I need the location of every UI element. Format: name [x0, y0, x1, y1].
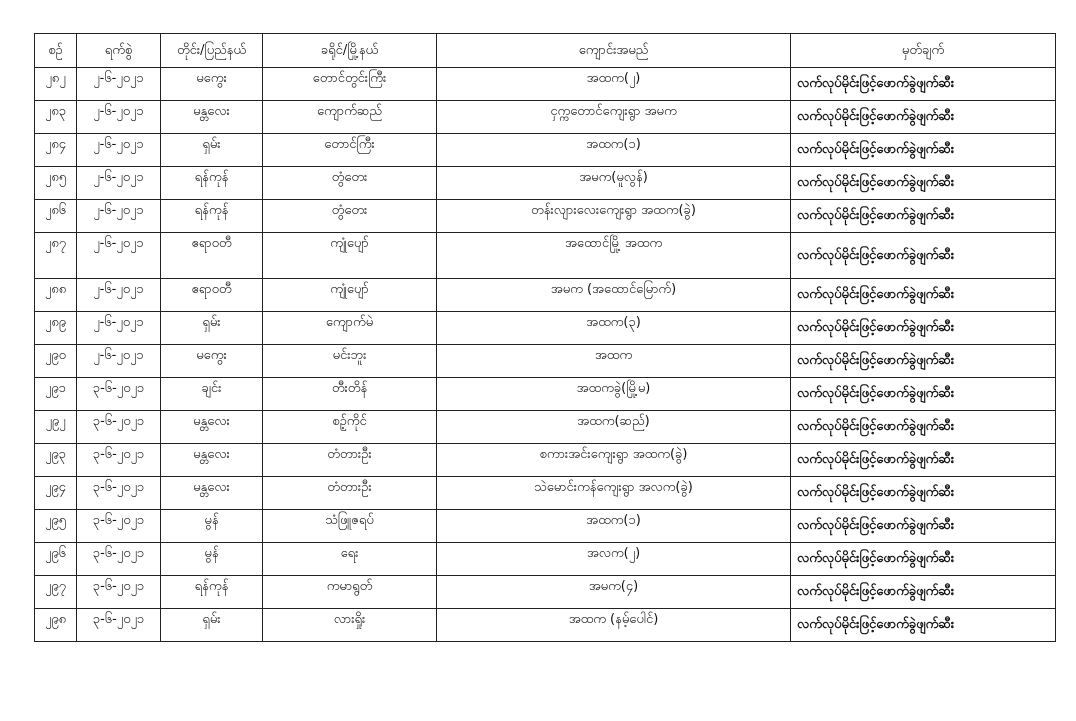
cell-region: ရန်ကုန် [161, 200, 263, 233]
table-row [35, 345, 1056, 378]
cell-no: ၂၉၆ [35, 543, 77, 576]
col-header-no: စဉ် [35, 34, 77, 68]
cell-region: ရန်ကုန် [161, 576, 263, 609]
cell-date: ၃-၆-၂၀၂၁ [77, 444, 161, 477]
cell-no: ၂၈၂ [35, 68, 77, 101]
table-row [35, 134, 1056, 167]
cell-school: အမက (အထောင်မြောက်) [437, 279, 791, 312]
col-header-remark: မှတ်ချက် [791, 34, 1056, 68]
col-header-date: ရက်စွဲ [77, 34, 161, 68]
cell-township: တီးတိန် [263, 378, 437, 411]
table-row [35, 167, 1056, 200]
cell-no: ၂၈၆ [35, 200, 77, 233]
cell-no: ၂၉၈ [35, 609, 77, 642]
col-header-region: တိုင်း/ပြည်နယ် [161, 34, 263, 68]
cell-remark: လက်လုပ်မိုင်းဖြင့်ဖောက်ခွဲဖျက်ဆီး [791, 279, 1056, 312]
cell-remark: လက်လုပ်မိုင်းဖြင့်ဖောက်ခွဲဖျက်ဆီး [791, 233, 1056, 279]
cell-no: ၂၉၀ [35, 345, 77, 378]
cell-region: မန္တလေး [161, 444, 263, 477]
cell-no: ၂၈၃ [35, 101, 77, 134]
table-row [35, 510, 1056, 543]
table-row [35, 543, 1056, 576]
table-row [35, 609, 1056, 642]
cell-no: ၂၉၇ [35, 576, 77, 609]
col-header-school: ကျောင်းအမည် [437, 34, 791, 68]
cell-school: အထောင်မြို့ အထက [437, 233, 791, 279]
cell-remark: လက်လုပ်မိုင်းဖြင့်ဖောက်ခွဲဖျက်ဆီး [791, 510, 1056, 543]
cell-date: ၃-၆-၂၀၂၁ [77, 378, 161, 411]
cell-date: ၂-၆-၂၀၂၁ [77, 101, 161, 134]
cell-township: တွံတေး [263, 167, 437, 200]
cell-township: ကျုံပျော် [263, 233, 437, 279]
table-row [35, 279, 1056, 312]
cell-region: မွန် [161, 510, 263, 543]
cell-remark: လက်လုပ်မိုင်းဖြင့်ဖောက်ခွဲဖျက်ဆီး [791, 444, 1056, 477]
table-row [35, 312, 1056, 345]
cell-date: ၂-၆-၂၀၂၁ [77, 279, 161, 312]
cell-region: မကွေး [161, 68, 263, 101]
cell-date: ၃-၆-၂၀၂၁ [77, 576, 161, 609]
cell-school: အထက(ဆည်) [437, 411, 791, 444]
cell-date: ၃-၆-၂၀၂၁ [77, 609, 161, 642]
cell-school: ငှက္ကတောင်ကျေးရွာ အမက [437, 101, 791, 134]
cell-township: ကျောက်ဆည် [263, 101, 437, 134]
incident-table [34, 33, 1056, 642]
cell-region: ရန်ကုန် [161, 167, 263, 200]
cell-township: ရေး [263, 543, 437, 576]
cell-township: ကျောက်မဲ [263, 312, 437, 345]
header-row [35, 34, 1056, 68]
cell-township: စဉ့်ကိုင် [263, 411, 437, 444]
cell-no: ၂၉၄ [35, 477, 77, 510]
cell-township: ကျုံပျော် [263, 279, 437, 312]
cell-region: မွန် [161, 543, 263, 576]
cell-no: ၂၉၁ [35, 378, 77, 411]
cell-school: အမက(မူလွန်) [437, 167, 791, 200]
table-row [35, 576, 1056, 609]
cell-no: ၂၉၃ [35, 444, 77, 477]
cell-region: ရှမ်း [161, 312, 263, 345]
col-header-township: ခရိုင်/မြို့နယ် [263, 34, 437, 68]
cell-township: ကမာရွတ် [263, 576, 437, 609]
cell-date: ၂-၆-၂၀၂၁ [77, 312, 161, 345]
cell-township: တောင်တွင်းကြီး [263, 68, 437, 101]
cell-school: အထက [437, 345, 791, 378]
table-row [35, 378, 1056, 411]
cell-region: မန္တလေး [161, 101, 263, 134]
cell-no: ၂၈၄ [35, 134, 77, 167]
cell-no: ၂၈၉ [35, 312, 77, 345]
cell-remark: လက်လုပ်မိုင်းဖြင့်ဖောက်ခွဲဖျက်ဆီး [791, 411, 1056, 444]
table-row [35, 68, 1056, 101]
cell-township: သံဖြူဇရပ် [263, 510, 437, 543]
cell-remark: လက်လုပ်မိုင်းဖြင့်ဖောက်ခွဲဖျက်ဆီး [791, 345, 1056, 378]
cell-township: တွံတေး [263, 200, 437, 233]
cell-school: သဲမောင်းကန်ကျေးရွာ အလက(ခွဲ) [437, 477, 791, 510]
cell-remark: လက်လုပ်မိုင်းဖြင့်ဖောက်ခွဲဖျက်ဆီး [791, 378, 1056, 411]
cell-date: ၃-၆-၂၀၂၁ [77, 543, 161, 576]
cell-remark: လက်လုပ်မိုင်းဖြင့်ဖောက်ခွဲဖျက်ဆီး [791, 68, 1056, 101]
cell-region: ချင်း [161, 378, 263, 411]
cell-date: ၂-၆-၂၀၂၁ [77, 345, 161, 378]
cell-school: အထကခွဲ(မြို့မ) [437, 378, 791, 411]
cell-no: ၂၈၅ [35, 167, 77, 200]
cell-remark: လက်လုပ်မိုင်းဖြင့်ဖောက်ခွဲဖျက်ဆီး [791, 576, 1056, 609]
cell-no: ၂၈၈ [35, 279, 77, 312]
cell-date: ၂-၆-၂၀၂၁ [77, 233, 161, 279]
cell-date: ၃-၆-၂၀၂၁ [77, 510, 161, 543]
table-row [35, 233, 1056, 279]
cell-region: မန္တလေး [161, 411, 263, 444]
cell-school: အထက(၁) [437, 134, 791, 167]
cell-date: ၂-၆-၂၀၂၁ [77, 200, 161, 233]
cell-no: ၂၈၇ [35, 233, 77, 279]
cell-school: အထက(၁) [437, 510, 791, 543]
cell-remark: လက်လုပ်မိုင်းဖြင့်ဖောက်ခွဲဖျက်ဆီး [791, 543, 1056, 576]
cell-school: အထက(၃) [437, 312, 791, 345]
cell-no: ၂၉၂ [35, 411, 77, 444]
cell-remark: လက်လုပ်မိုင်းဖြင့်ဖောက်ခွဲဖျက်ဆီး [791, 167, 1056, 200]
cell-region: ရှမ်း [161, 134, 263, 167]
cell-school: တန်းလျားလေးကျေးရွာ အထက(ခွဲ) [437, 200, 791, 233]
cell-township: တောင်ကြီး [263, 134, 437, 167]
cell-school: အထက (နမ့်ပေါင်) [437, 609, 791, 642]
cell-remark: လက်လုပ်မိုင်းဖြင့်ဖောက်ခွဲဖျက်ဆီး [791, 477, 1056, 510]
cell-township: မင်းဘူး [263, 345, 437, 378]
cell-date: ၂-၆-၂၀၂၁ [77, 134, 161, 167]
cell-township: လားရှိုး [263, 609, 437, 642]
cell-date: ၂-၆-၂၀၂၁ [77, 68, 161, 101]
table-row [35, 200, 1056, 233]
cell-region: မကွေး [161, 345, 263, 378]
cell-remark: လက်လုပ်မိုင်းဖြင့်ဖောက်ခွဲဖျက်ဆီး [791, 312, 1056, 345]
cell-school: အလက(၂) [437, 543, 791, 576]
cell-remark: လက်လုပ်မိုင်းဖြင့်ဖောက်ခွဲဖျက်ဆီး [791, 200, 1056, 233]
cell-date: ၃-၆-၂၀၂၁ [77, 411, 161, 444]
cell-no: ၂၉၅ [35, 510, 77, 543]
cell-region: ဧရာဝတီ [161, 233, 263, 279]
cell-date: ၃-၆-၂၀၂၁ [77, 477, 161, 510]
cell-date: ၂-၆-၂၀၂၁ [77, 167, 161, 200]
cell-school: စကားအင်းကျေးရွာ အထက(ခွဲ) [437, 444, 791, 477]
cell-region: ရှမ်း [161, 609, 263, 642]
table-row [35, 101, 1056, 134]
cell-school: အမက(၄) [437, 576, 791, 609]
cell-region: မန္တလေး [161, 477, 263, 510]
cell-school: အထက(၂) [437, 68, 791, 101]
cell-remark: လက်လုပ်မိုင်းဖြင့်ဖောက်ခွဲဖျက်ဆီး [791, 101, 1056, 134]
cell-township: တံတားဦး [263, 477, 437, 510]
table-row [35, 477, 1056, 510]
table-row [35, 444, 1056, 477]
cell-township: တံတားဦး [263, 444, 437, 477]
cell-remark: လက်လုပ်မိုင်းဖြင့်ဖောက်ခွဲဖျက်ဆီး [791, 609, 1056, 642]
table-row [35, 411, 1056, 444]
cell-region: ဧရာဝတီ [161, 279, 263, 312]
cell-remark: လက်လုပ်မိုင်းဖြင့်ဖောက်ခွဲဖျက်ဆီး [791, 134, 1056, 167]
